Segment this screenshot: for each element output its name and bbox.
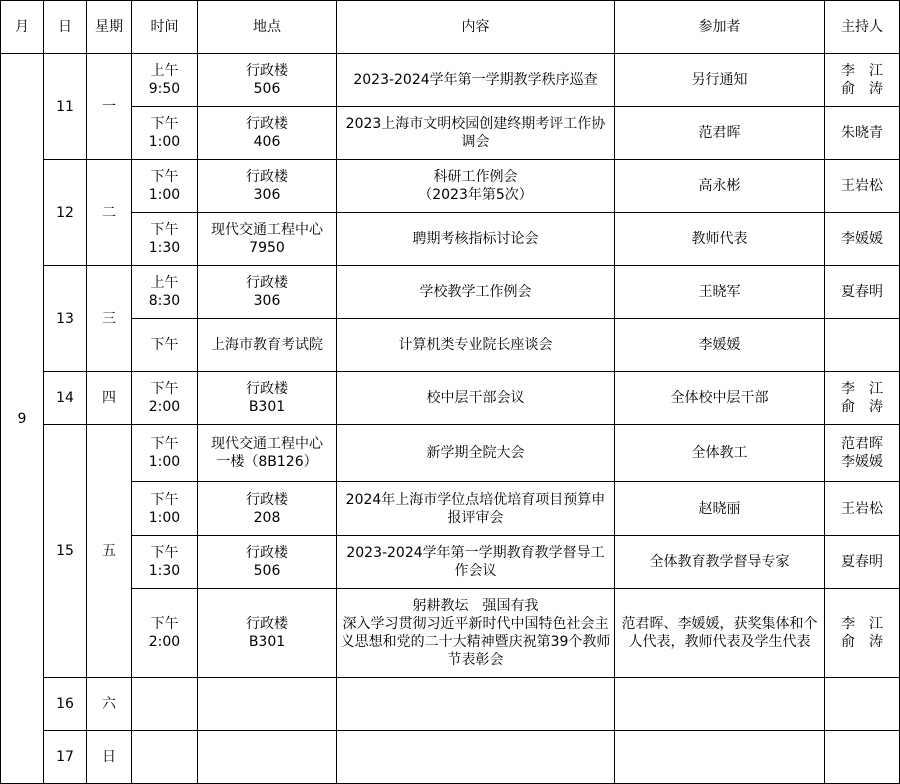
header-host: 主持人 xyxy=(825,1,900,54)
header-content: 内容 xyxy=(337,1,615,54)
weekday-cell: 日 xyxy=(87,731,132,784)
content-cell: 2023-2024学年第一学期教育教学督导工作会议 xyxy=(337,536,615,589)
month-cell: 9 xyxy=(1,54,44,784)
weekday-cell: 二 xyxy=(87,160,132,266)
host-cell: 李 江 俞 涛 xyxy=(825,54,900,107)
content-cell: 科研工作例会 （2023年第5次） xyxy=(337,160,615,213)
participants-cell: 全体校中层干部 xyxy=(615,372,825,425)
time-cell xyxy=(132,731,198,784)
table-row xyxy=(1,536,900,589)
weekday-cell: 五 xyxy=(87,425,132,678)
participants-cell: 赵晓丽 xyxy=(615,482,825,536)
day-cell: 16 xyxy=(44,678,87,731)
content-cell: 学校教学工作例会 xyxy=(337,266,615,319)
table-row xyxy=(1,678,900,731)
time-cell: 上午 8:30 xyxy=(132,266,198,319)
table-row xyxy=(1,107,900,160)
content-cell: 2023-2024学年第一学期教学秩序巡查 xyxy=(337,54,615,107)
header-location: 地点 xyxy=(198,1,337,54)
location-cell: 行政楼 306 xyxy=(198,266,337,319)
location-cell: 现代交通工程中心 一楼（8B126） xyxy=(198,425,337,482)
host-cell: 夏春明 xyxy=(825,266,900,319)
content-cell: 2024年上海市学位点培优培育项目预算申报评审会 xyxy=(337,482,615,536)
day-cell: 15 xyxy=(44,425,87,678)
participants-cell: 高永彬 xyxy=(615,160,825,213)
location-cell: 上海市教育考试院 xyxy=(198,319,337,372)
content-cell: 新学期全院大会 xyxy=(337,425,615,482)
content-cell: 聘期考核指标讨论会 xyxy=(337,213,615,266)
location-cell xyxy=(198,678,337,731)
participants-cell xyxy=(615,731,825,784)
host-cell: 夏春明 xyxy=(825,536,900,589)
day-cell: 17 xyxy=(44,731,87,784)
participants-cell: 全体教工 xyxy=(615,425,825,482)
day-cell: 11 xyxy=(44,54,87,160)
content-cell xyxy=(337,678,615,731)
header-month: 月 xyxy=(1,1,44,54)
location-cell xyxy=(198,731,337,784)
host-cell xyxy=(825,319,900,372)
participants-cell: 范君晖、李媛媛，获奖集体和个人代表，教师代表及学生代表 xyxy=(615,589,825,678)
participants-cell: 全体教育教学督导专家 xyxy=(615,536,825,589)
host-cell: 范君晖 李媛媛 xyxy=(825,425,900,482)
content-cell: 计算机类专业院长座谈会 xyxy=(337,319,615,372)
time-cell: 下午 1:00 xyxy=(132,482,198,536)
table-row xyxy=(1,482,900,536)
header-row xyxy=(1,1,900,54)
time-cell: 下午 2:00 xyxy=(132,589,198,678)
table-row xyxy=(1,266,900,319)
table-row xyxy=(1,54,900,107)
participants-cell: 王晓军 xyxy=(615,266,825,319)
table-row xyxy=(1,372,900,425)
time-cell: 下午 1:00 xyxy=(132,160,198,213)
time-cell: 上午 9:50 xyxy=(132,54,198,107)
host-cell xyxy=(825,731,900,784)
table-row xyxy=(1,213,900,266)
host-cell: 朱晓青 xyxy=(825,107,900,160)
location-cell: 行政楼 506 xyxy=(198,54,337,107)
time-cell: 下午 1:30 xyxy=(132,213,198,266)
host-cell xyxy=(825,678,900,731)
time-cell: 下午 1:30 xyxy=(132,536,198,589)
day-cell: 14 xyxy=(44,372,87,425)
location-cell: 行政楼 B301 xyxy=(198,589,337,678)
weekday-cell: 六 xyxy=(87,678,132,731)
location-cell: 行政楼 406 xyxy=(198,107,337,160)
time-cell: 下午 1:00 xyxy=(132,425,198,482)
host-cell: 王岩松 xyxy=(825,160,900,213)
time-cell: 下午 2:00 xyxy=(132,372,198,425)
day-cell: 13 xyxy=(44,266,87,372)
host-cell: 李 江 俞 涛 xyxy=(825,589,900,678)
participants-cell: 教师代表 xyxy=(615,213,825,266)
host-cell: 李 江 俞 涛 xyxy=(825,372,900,425)
host-cell: 李媛媛 xyxy=(825,213,900,266)
participants-cell: 另行通知 xyxy=(615,54,825,107)
participants-cell xyxy=(615,678,825,731)
content-cell: 校中层干部会议 xyxy=(337,372,615,425)
time-cell: 下午 xyxy=(132,319,198,372)
weekday-cell: 三 xyxy=(87,266,132,372)
location-cell: 行政楼 B301 xyxy=(198,372,337,425)
participants-cell: 范君晖 xyxy=(615,107,825,160)
header-time: 时间 xyxy=(132,1,198,54)
location-cell: 行政楼 208 xyxy=(198,482,337,536)
location-cell: 现代交通工程中心 7950 xyxy=(198,213,337,266)
weekday-cell: 四 xyxy=(87,372,132,425)
table-row xyxy=(1,731,900,784)
day-cell: 12 xyxy=(44,160,87,266)
header-participants: 参加者 xyxy=(615,1,825,54)
header-weekday: 星期 xyxy=(87,1,132,54)
table-row xyxy=(1,425,900,482)
weekday-cell: 一 xyxy=(87,54,132,160)
header-day: 日 xyxy=(44,1,87,54)
time-cell: 下午 1:00 xyxy=(132,107,198,160)
participants-cell: 李媛媛 xyxy=(615,319,825,372)
table-row xyxy=(1,319,900,372)
content-cell: 2023上海市文明校园创建终期考评工作协调会 xyxy=(337,107,615,160)
location-cell: 行政楼 506 xyxy=(198,536,337,589)
time-cell xyxy=(132,678,198,731)
content-cell xyxy=(337,731,615,784)
table-row xyxy=(1,589,900,678)
location-cell: 行政楼 306 xyxy=(198,160,337,213)
content-cell: 躬耕教坛 强国有我 深入学习贯彻习近平新时代中国特色社会主义思想和党的二十大精神暨庆祝第39个教师节表彰会 xyxy=(337,589,615,678)
table-row xyxy=(1,160,900,213)
host-cell: 王岩松 xyxy=(825,482,900,536)
